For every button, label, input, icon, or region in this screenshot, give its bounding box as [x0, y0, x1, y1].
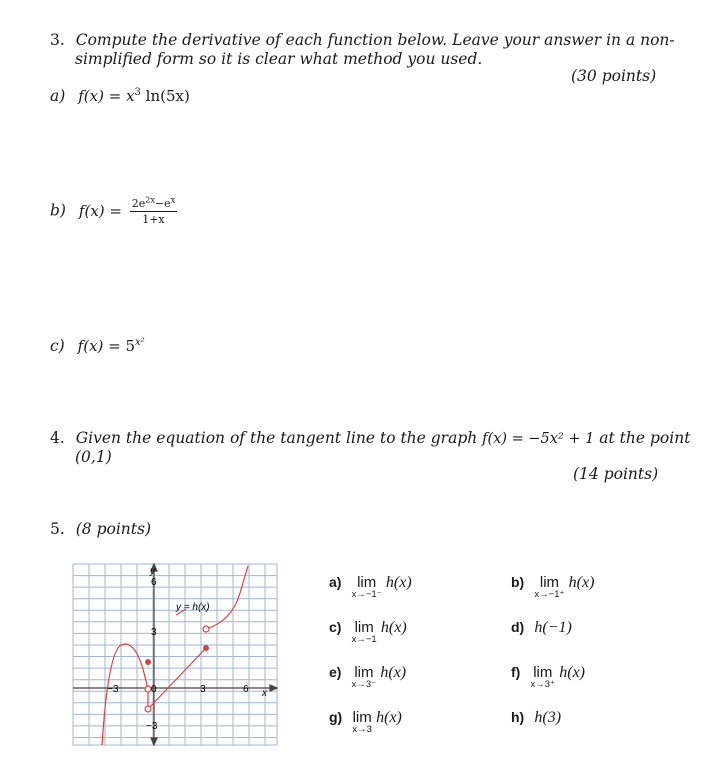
q3-a-label: a) [50, 87, 66, 105]
x-axis-label: x [262, 688, 267, 699]
limit-d: d) h(−1) [511, 619, 572, 636]
q3-points: (30 points) [571, 67, 657, 85]
graph-h [72, 563, 278, 746]
q3-c-base: 5 [125, 337, 136, 355]
tick-x-neg3: −3 [107, 684, 119, 695]
q3-c-lhs: f(x) = [77, 337, 126, 355]
q5-points: (8 points) [75, 520, 151, 538]
q4-line2: (0,1) [75, 448, 112, 466]
limit-b: b) lim x→−1⁺ h(x) [511, 574, 595, 600]
y-axis-label: y [150, 566, 155, 577]
point-open-left-top [145, 686, 151, 692]
q5-prompt [50, 520, 151, 539]
tick-y-neg3: −3 [146, 721, 158, 732]
q3-number: 3. [50, 31, 65, 49]
q3-part-c [50, 337, 145, 355]
q4-points: (14 points) [573, 465, 659, 483]
q4-function: f(x) = −5x² + 1 [482, 431, 595, 447]
point-open-left-bottom [145, 706, 151, 712]
limit-f: f) lim x→3⁺ h(x) [511, 664, 585, 690]
point-open-right [203, 626, 209, 632]
q4-number: 4. [50, 429, 65, 447]
limit-g: g) lim x→3 h(x) [329, 709, 402, 735]
point-filled-left [145, 659, 151, 665]
q3-b-numerator: $2e^{2x}-e^x$ [131, 195, 176, 210]
q5-number: 5. [50, 520, 65, 538]
q3-line2: simplified form so it is clear what method you used. [75, 50, 483, 68]
graph-function-label: y = h(x) [176, 602, 210, 613]
curve-middle-line [148, 648, 206, 709]
tick-x-0: 0 [151, 684, 157, 695]
point-filled-right [203, 645, 209, 651]
tick-y-6: 6 [151, 577, 157, 588]
y-axis-arrow-down [151, 738, 157, 745]
limit-c: c) lim x→−1 h(x) [329, 619, 407, 645]
q3-c-exp: x² [135, 337, 145, 348]
q3-a-rest: ln(5x) [140, 87, 190, 105]
q3-b-label: b) [50, 201, 66, 220]
q3-a-lhs: f(x) = [78, 87, 127, 105]
q3-b-fraction [130, 197, 177, 226]
limit-e: e) lim x→3⁻ h(x) [329, 664, 407, 690]
q4-prompt [50, 429, 690, 449]
q3-a-base: x [126, 87, 135, 105]
q4-line1a: Given the equation of the tangent line to the graph [75, 429, 483, 447]
limit-h: h) h(3) [511, 709, 562, 726]
q3-part-b [50, 197, 177, 226]
q3-line1: Compute the derivative of each function below. Leave your answer in a non- [75, 31, 675, 49]
q3-a-exp: 3 [134, 87, 141, 98]
q3-b-lhs: f(x) = [78, 201, 127, 220]
tick-x-3: 3 [200, 684, 206, 695]
tick-x-6: 6 [243, 684, 249, 695]
q4-line1b: at the point [594, 429, 691, 447]
q3-prompt [50, 31, 675, 50]
limit-a: a) lim x→−1⁻ h(x) [329, 574, 412, 600]
x-axis-arrow-right [270, 685, 277, 691]
q3-c-label: c) [50, 337, 65, 355]
q3-b-denominator: 1+x [142, 213, 165, 226]
q3-part-a [50, 87, 190, 105]
tick-y-3: 3 [151, 627, 157, 638]
